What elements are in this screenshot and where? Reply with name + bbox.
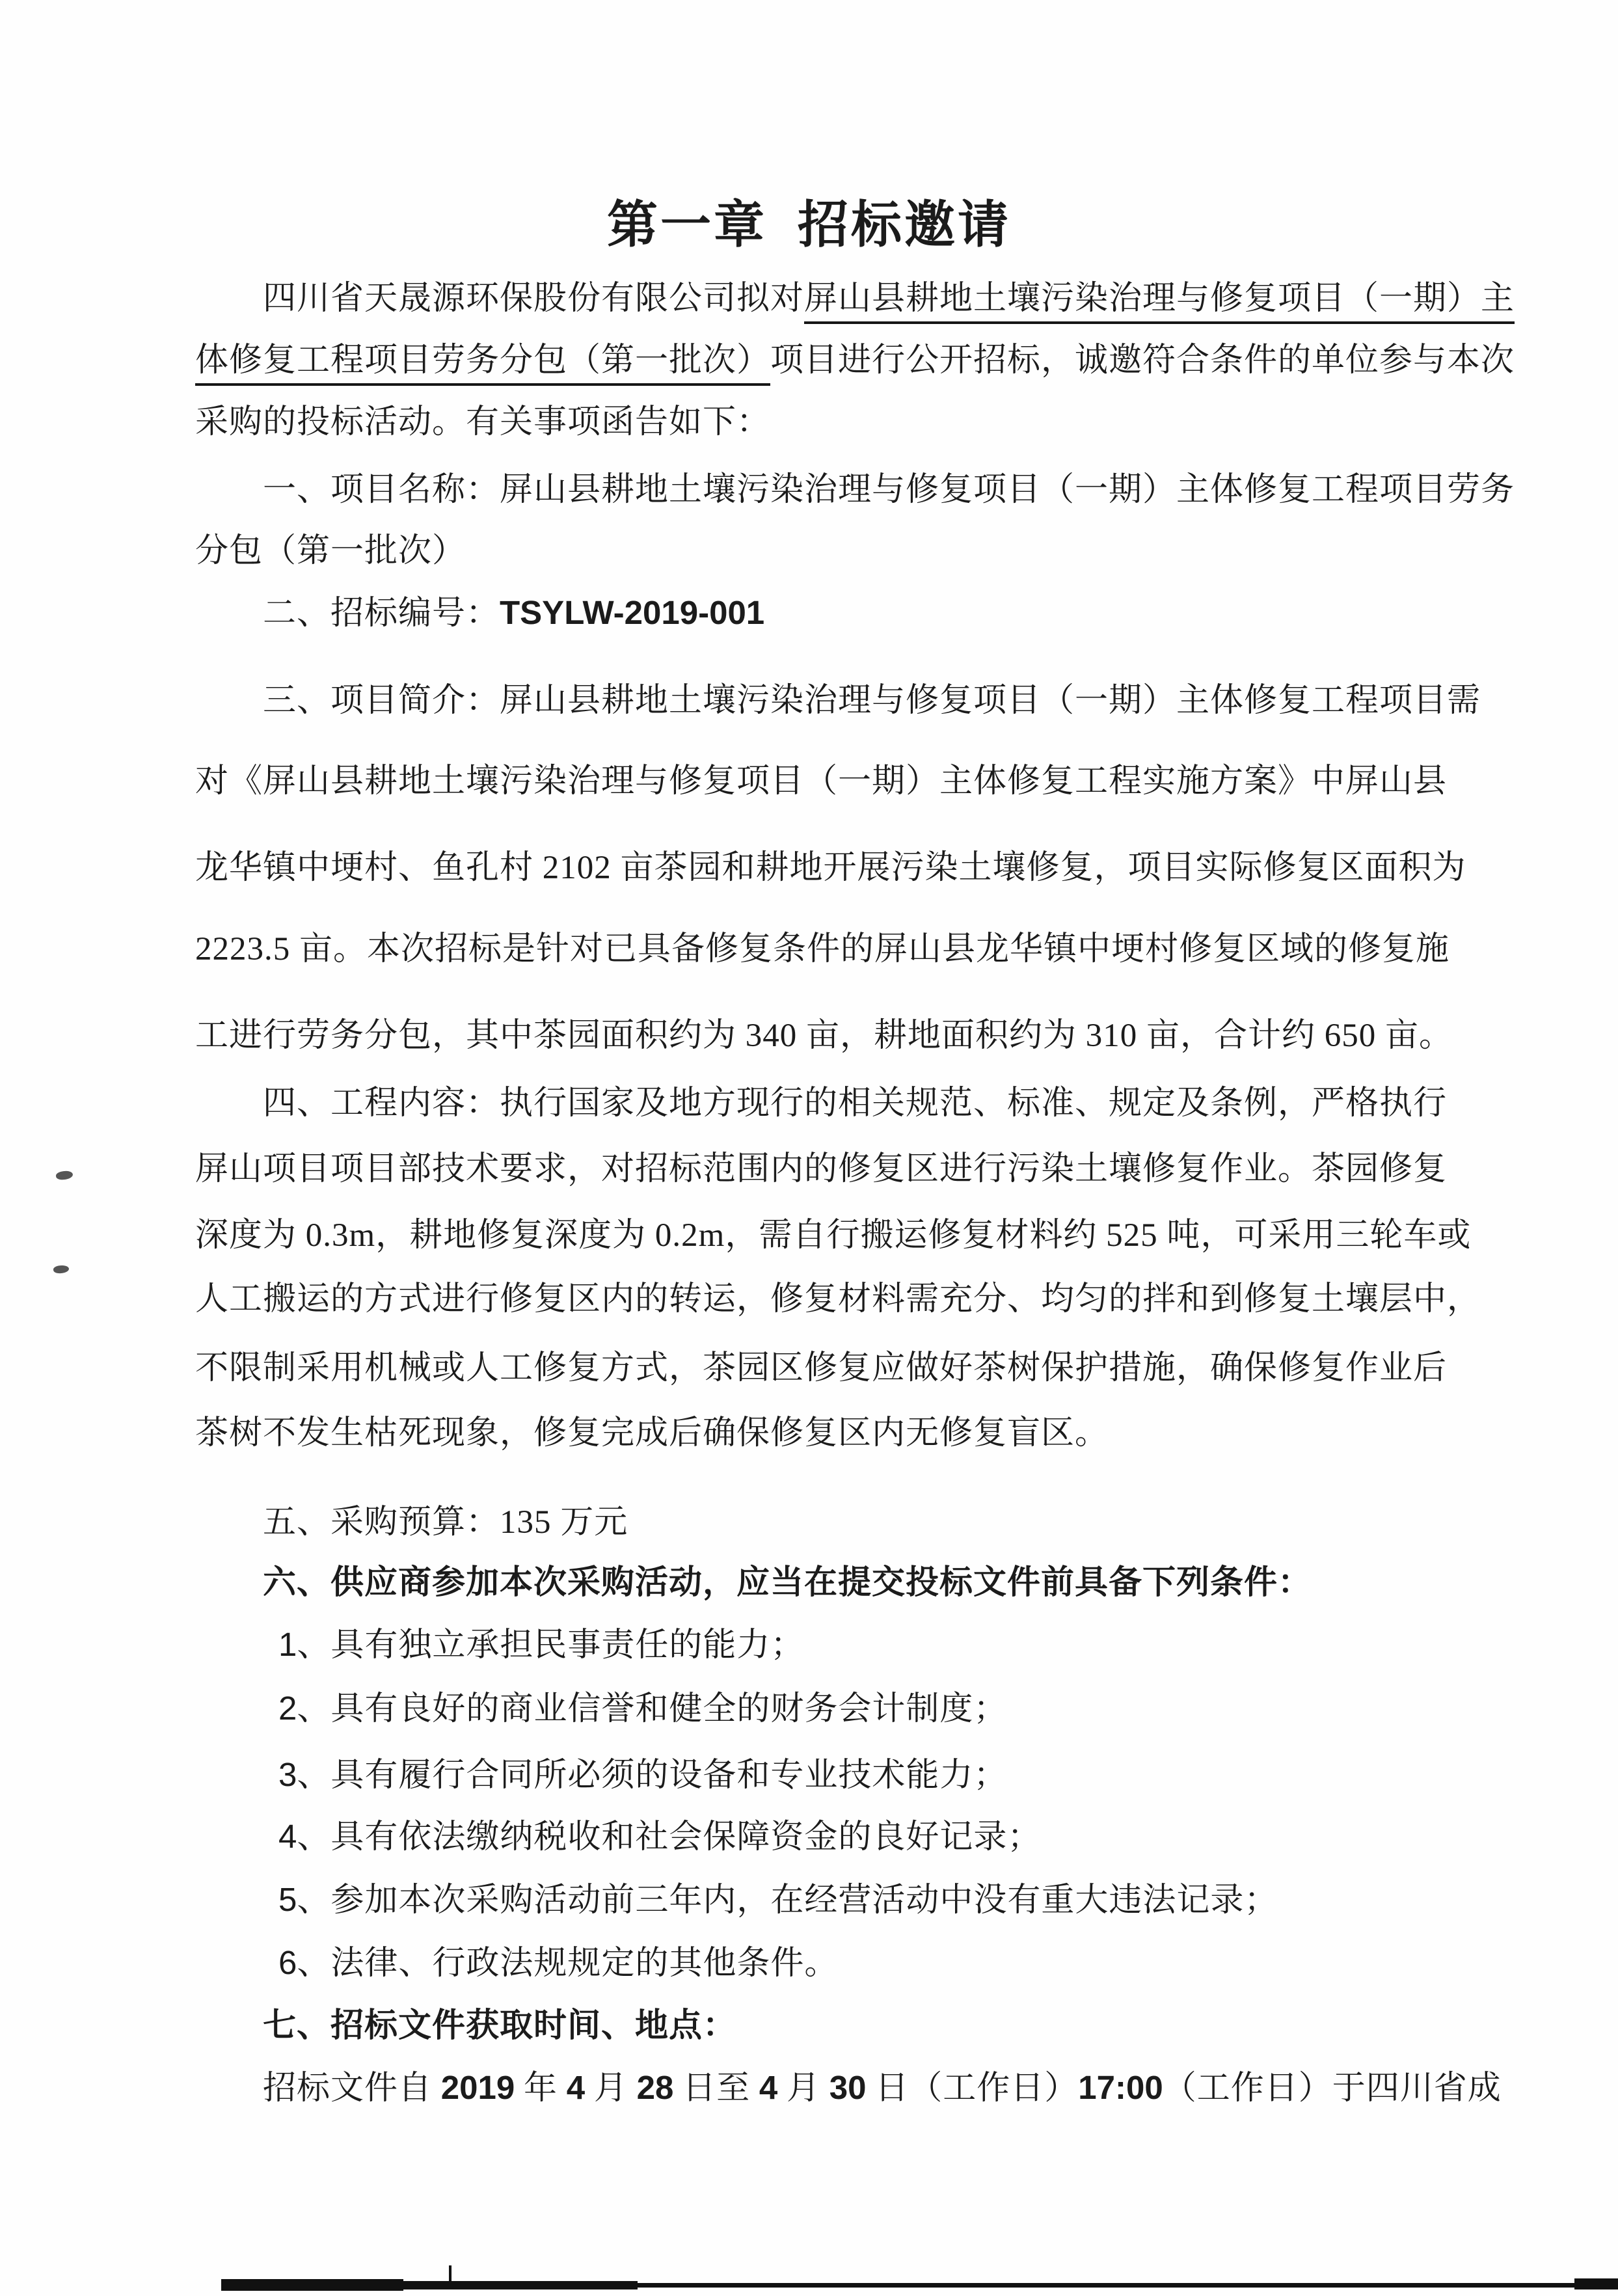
margin-smudge-2 [53,1265,69,1274]
condition-item-6-number: 6 [278,1944,297,1981]
scan-artifact-bottom-band-thick [221,2279,403,2291]
doc-acq-day-2: 30 [829,2069,867,2106]
work-content-line-3: 深度为 0.3m，耕地修复深度为 0.2m，需自行搬运修复材料约 525 吨，可采用三轮车或 [195,1217,1472,1254]
condition-item-1-number: 1 [278,1626,297,1663]
condition-item-3-number: 3 [278,1756,297,1793]
condition-item-5-text: 、参加本次采购活动前三年内，在经营活动中没有重大违法记录； [297,1882,1278,1919]
doc-acq-text-2: 月 [585,2070,637,2107]
project-name-line-1: 一、项目名称：屏山县耕地土壤污染治理与修复项目（一期）主体修复工程项目劳务 [263,472,1515,508]
scan-artifact-bottom-band-mid [390,2281,638,2289]
work-content-line-2: 屏山项目项目部技术要求，对招标范围内的修复区进行污染土壤修复作业。茶园修复 [195,1151,1448,1187]
project-brief-line-3: 龙华镇中埂村、鱼孔村 2102 亩茶园和耕地开展污染土壤修复，项目实际修复区面积为 [195,850,1466,886]
condition-item-4 [278,1818,1041,1856]
work-content-line-4: 人工搬运的方式进行修复区内的转运，修复材料需充分、均匀的拌和到修复土壤层中， [195,1281,1481,1317]
doc-acquisition-heading: 七、招标文件获取时间、地点： [263,2008,737,2044]
work-content-line-5: 不限制采用机械或人工修复方式，茶园区修复应做好茶树保护措施，确保修复作业后 [195,1350,1448,1386]
doc-acq-month-2: 4 [759,2069,778,2106]
project-brief-line-5: 工进行劳务分包，其中茶园面积约为 340 亩，耕地面积约为 310 亩，合计约 650 亩。 [195,1018,1453,1054]
doc-acq-day-1: 28 [636,2069,674,2106]
intro-line-2-normal: 项目进行公开招标，诚邀符合条件的单位参与本次 [770,342,1515,379]
margin-smudge-1 [55,1170,74,1180]
doc-acquisition-line [263,2069,1502,2107]
scan-artifact-tick [449,2265,452,2281]
intro-line-2-underlined: 体修复工程项目劳务分包（第一批次） [195,342,770,386]
work-content-line-1: 四、工程内容：执行国家及地方现行的相关规范、标准、规定及条例，严格执行 [263,1085,1448,1122]
doc-acq-year: 2019 [440,2069,515,2106]
bid-number-label: 二、招标编号： [263,595,500,632]
condition-item-1-text: 、具有独立承担民事责任的能力； [297,1627,805,1664]
project-brief-line-4: 2223.5 亩。本次招标是针对已具备修复条件的屏山县龙华镇中埂村修复区域的修复施 [195,931,1450,967]
bid-number-value: TSYLW-2019-001 [500,594,765,631]
intro-line-2 [195,342,1515,379]
doc-acq-month-1: 4 [566,2069,586,2106]
condition-item-4-number: 4 [278,1818,297,1855]
doc-acq-text-0: 招标文件自 [263,2070,441,2107]
condition-item-6 [278,1944,838,1982]
doc-acq-text-5: 日（工作日） [866,2070,1079,2107]
condition-item-6-text: 、法律、行政法规规定的其他条件。 [297,1945,839,1982]
condition-item-2 [278,1690,1007,1728]
condition-item-5-number: 5 [278,1881,297,1918]
work-content-line-6: 茶树不发生枯死现象，修复完成后确保修复区内无修复盲区。 [195,1415,1109,1452]
intro-line-1 [263,280,1515,317]
project-brief-line-2: 对《屏山县耕地土壤污染治理与修复项目（一期）主体修复工程实施方案》中屏山县 [195,763,1448,800]
doc-acq-text-3: 日至 [673,2070,759,2107]
project-name-line-2: 分包（第一批次） [195,533,466,569]
bid-number-line [263,594,764,632]
doc-acq-time: 17:00 [1078,2069,1163,2106]
doc-acq-text-4: 月 [777,2070,829,2107]
condition-item-5 [278,1881,1278,1919]
intro-line-3: 采购的投标活动。有关事项函告如下： [195,404,771,440]
intro-line-1-normal: 四川省天晟源环保股份有限公司拟对 [263,280,805,317]
condition-item-2-number: 2 [278,1690,297,1727]
condition-item-3 [278,1756,1007,1794]
condition-item-4-text: 、具有依法缴纳税收和社会保障资金的良好记录； [297,1819,1042,1856]
doc-acq-text-1: 年 [515,2070,567,2107]
condition-item-3-text: 、具有履行合同所必须的设备和专业技术能力； [297,1757,1008,1794]
doc-acq-text-6: （工作日）于四川省成 [1163,2070,1502,2107]
condition-item-1 [278,1626,804,1664]
supplier-conditions-heading: 六、供应商参加本次采购活动，应当在提交投标文件前具备下列条件： [263,1565,1312,1601]
scan-artifact-bottom-band-thin [625,2283,1618,2288]
intro-line-1-underlined: 屏山县耕地土壤污染治理与修复项目（一期）主 [804,280,1515,324]
condition-item-2-text: 、具有良好的商业信誉和健全的财务会计制度； [297,1691,1008,1727]
project-brief-line-1: 三、项目简介：屏山县耕地土壤污染治理与修复项目（一期）主体修复工程项目需 [263,682,1481,719]
chapter-title: 第一章 招标邀请 [606,196,1011,253]
budget-line: 五、采购预算：135 万元 [263,1504,628,1541]
scan-artifact-bottom-right-blob [1574,2278,1618,2289]
